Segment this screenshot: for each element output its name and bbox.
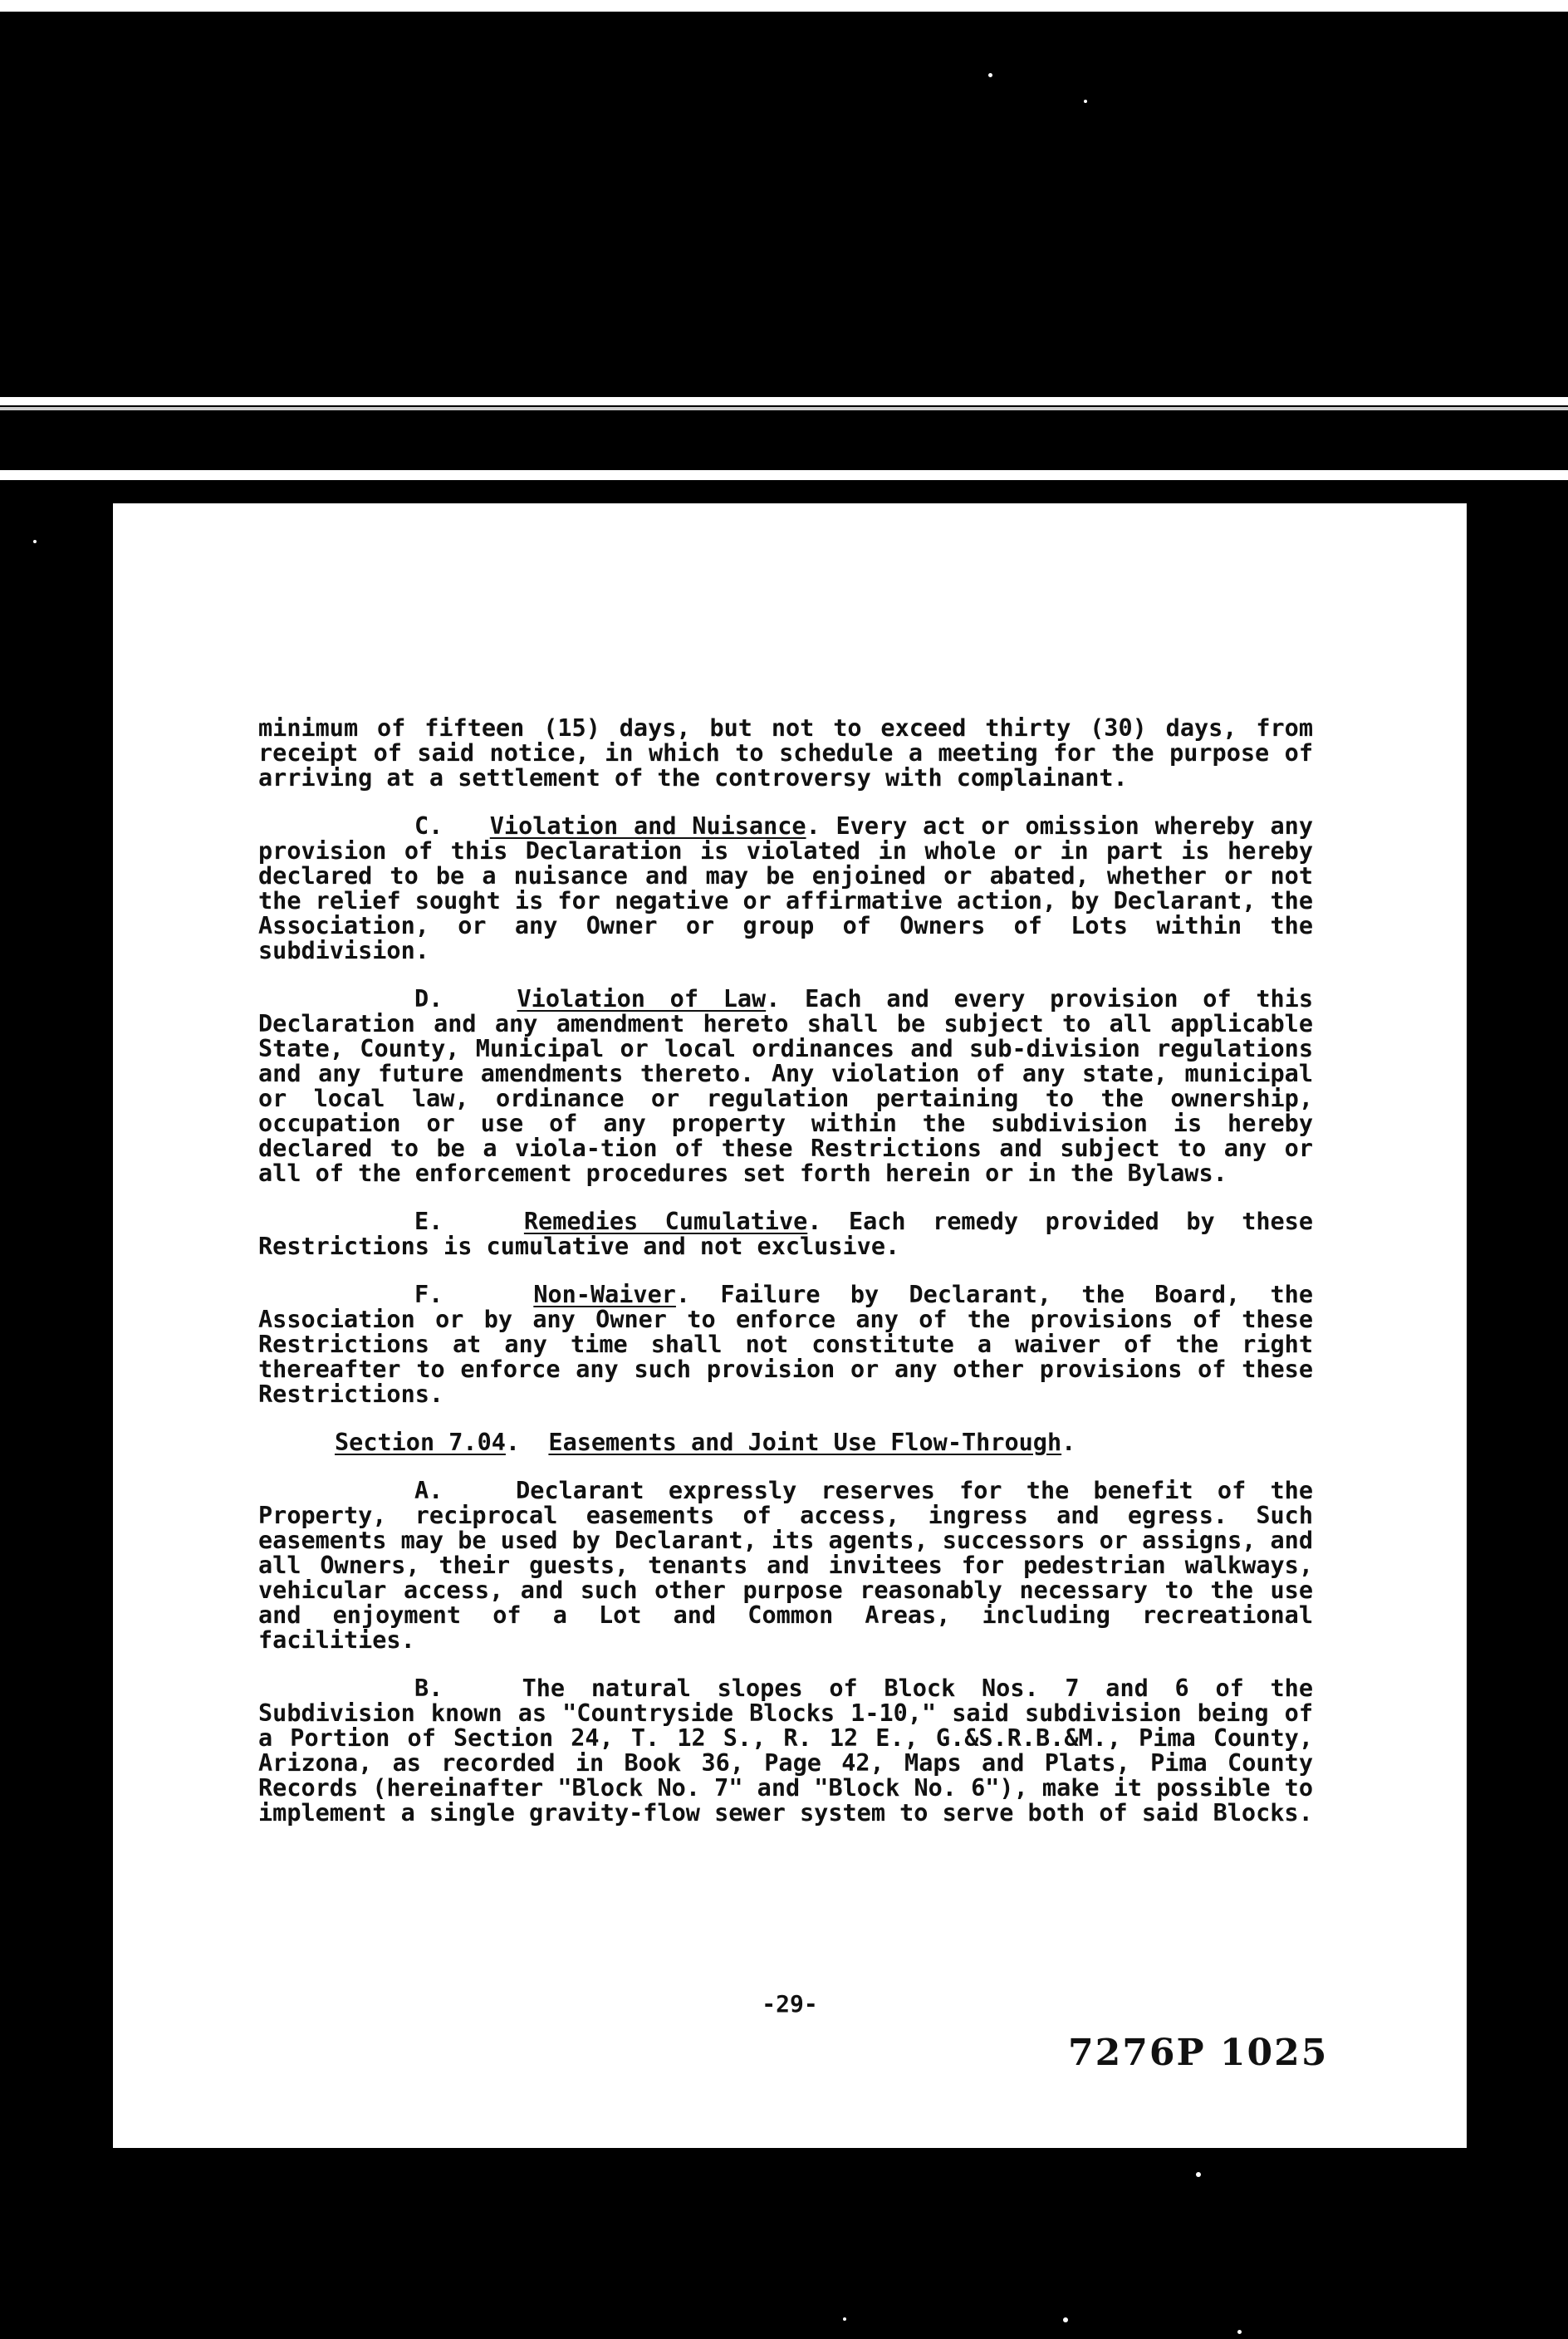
paragraph-heading: Violation and Nuisance	[489, 812, 806, 840]
section-end: .	[1061, 1429, 1076, 1456]
scan-speck	[843, 2317, 846, 2321]
paragraph-text: . Failure by Declarant, the Board, the Association or by any Owner to enforce any of the provisions of these Restrictions at any time shall not constitute a waiver of the right thereafter to enforce any such provision or any other provisions of these Restrictions.	[258, 1281, 1313, 1408]
paragraph-text: . Each remedy provided by these Restrictions is cumulative and not exclusive.	[258, 1208, 1313, 1260]
scan-speck	[1063, 2317, 1068, 2322]
scan-speck	[988, 73, 992, 77]
paragraph-letter: C.	[414, 812, 443, 840]
section-separator: .	[505, 1429, 535, 1456]
page-number: -29-	[762, 1990, 818, 2018]
section-number: Section 7.04	[335, 1429, 506, 1456]
scan-rule	[0, 470, 1568, 480]
paragraph-letter: E.	[414, 1208, 443, 1235]
scan-rule	[0, 407, 1568, 410]
paragraph-e	[258, 1209, 1313, 1259]
paragraph-heading: Non-Waiver	[533, 1281, 676, 1308]
paragraph-text: . Every act or omission whereby any provision of this Declaration is violated in whole or in part is hereby declared to be a nuisance and may be enjoined or abated, whether or not the relief sought is for negative or affirmative action, by Declarant, the Association, or any Owner or group of Owners of Lots within the subdivision.	[258, 812, 1314, 964]
scan-speck	[1084, 100, 1087, 103]
scan-speck	[1237, 2330, 1242, 2334]
document-body	[258, 716, 1313, 1849]
section-title: Easements and Joint Use Flow-Through	[548, 1429, 1062, 1456]
section-heading	[335, 1430, 1313, 1455]
paragraph-letter: B.	[414, 1675, 443, 1702]
paragraph-continuation	[258, 716, 1313, 791]
paragraph-c	[258, 814, 1313, 964]
paragraph-a	[258, 1478, 1313, 1653]
paragraph-letter: F.	[414, 1281, 443, 1308]
paragraph-f	[258, 1282, 1313, 1407]
paragraph-text: minimum of fifteen (15) days, but not to exceed thirty (30) days, from receipt of said notice, in which to schedule a meeting for the purpose of arriving at a settlement of the controversy with complainant.	[258, 714, 1313, 792]
paragraph-d	[258, 987, 1313, 1186]
paragraph-b	[258, 1676, 1313, 1826]
scan-edge-top	[0, 0, 1568, 12]
paragraph-text: The natural slopes of Block Nos. 7 and 6 of the Subdivision known as "Countryside Blocks 1-10," said subdivision being of a Portion of Section 24, T. 12 S., R. 12 E., G.&S.R.B.&M., Pima County, Arizona, as recorded in Book 36, Page 42, Maps and Plats, Pima County Records (hereinafter "Block No. 7" and "Block No. 6"), make it possible to implement a single gravity-flow sewer system to serve both of said Blocks.	[258, 1675, 1313, 1827]
paragraph-heading: Remedies Cumulative	[523, 1208, 808, 1235]
document-page	[113, 503, 1467, 2148]
paragraph-heading: Violation of Law	[517, 985, 767, 1013]
paragraph-letter: A.	[414, 1477, 443, 1504]
paragraph-letter: D.	[414, 985, 443, 1013]
scan-speck	[1196, 2172, 1201, 2177]
scan-rule	[0, 397, 1568, 405]
paragraph-text: . Each and every provision of this Declaration and any amendment hereto shall be subject to all applicable State, County, Municipal or local ordinances and sub-division regulations and any future amendments thereto. Any violation of any state, municipal or local law, ordinance or regulation pertaining to the ownership, occupation or use of any property within the subdivision is hereby declared to be a viola-tion of these Restrictions and subject to any or all of the enforcement procedures set forth herein or in the Bylaws.	[258, 985, 1313, 1187]
scan-speck	[33, 540, 37, 543]
paragraph-text: Declarant expressly reserves for the benefit of the Property, reciprocal easements of access, ingress and egress. Such easements may be used by Declarant, its agents, successors or assigns, and all Owners, their guests, tenants and invitees for pedestrian walkways, vehicular access, and such other purpose reasonably necessary to the use and enjoyment of a Lot and Common Areas, including recreational facilities.	[258, 1477, 1313, 1654]
book-page-stamp: 7276P 1025	[1068, 2032, 1329, 2074]
